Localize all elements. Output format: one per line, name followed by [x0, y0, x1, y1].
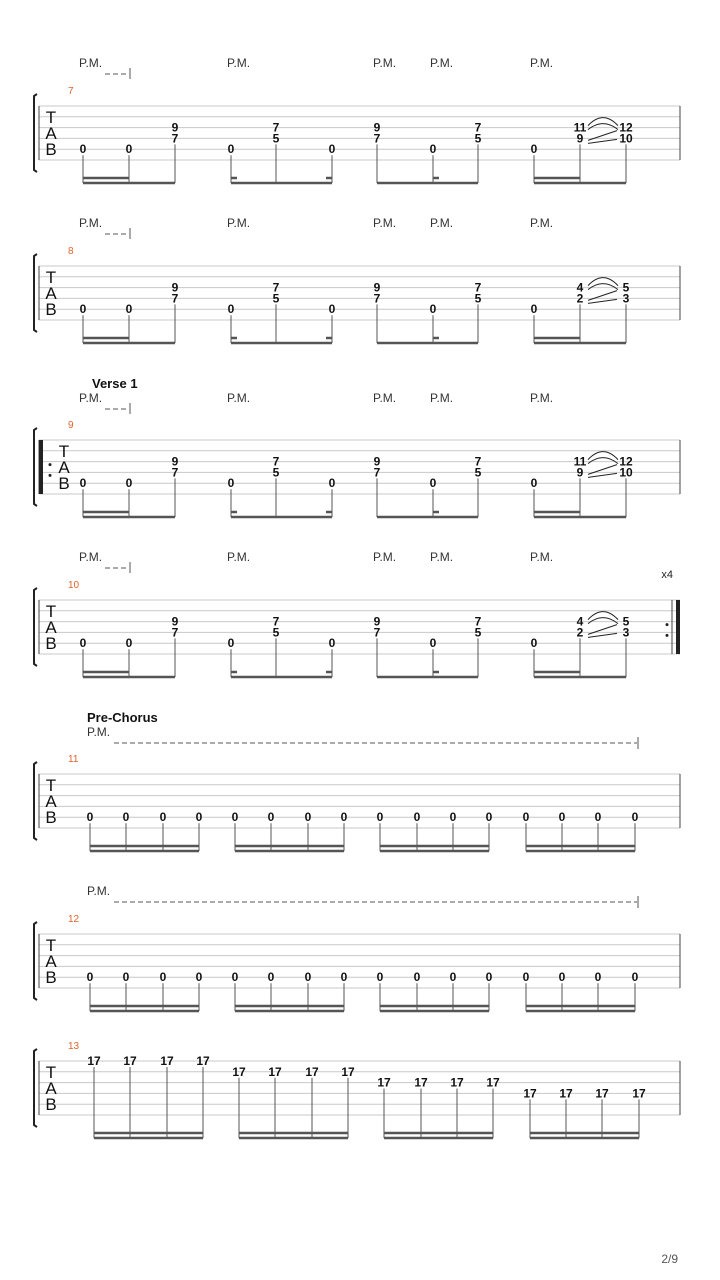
palm-mute-label: P.M. [530, 550, 554, 564]
fret-number: 5 [622, 280, 630, 295]
fret-number: 17 [305, 1064, 319, 1079]
tab-clef-letter: A [45, 284, 57, 303]
tab-clef-letter: A [45, 952, 57, 971]
repeat-start-bar [39, 440, 43, 494]
fret-number: 0 [558, 810, 566, 825]
palm-mute-label: P.M. [79, 550, 103, 564]
fret-number: 7 [272, 454, 280, 469]
fret-number: 5 [474, 465, 482, 480]
fret-number: 0 [122, 810, 130, 825]
fret-number: 0 [631, 810, 639, 825]
fret-number: 0 [376, 810, 384, 825]
fret-number: 0 [594, 970, 602, 985]
tab-clef-letter: B [45, 808, 57, 827]
palm-mute-label: P.M. [79, 391, 103, 405]
fret-number: 17 [196, 1054, 210, 1068]
fret-number: 9 [171, 120, 179, 135]
palm-mute-label: P.M. [430, 550, 454, 564]
system-bracket [34, 254, 37, 332]
fret-number: 0 [227, 142, 235, 157]
slide-line [588, 465, 617, 475]
fret-number: 17 [87, 1054, 101, 1068]
palm-mute-label: P.M. [227, 391, 251, 405]
fret-number: 10 [619, 131, 633, 146]
fret-number: 9 [576, 131, 584, 146]
fret-number: 12 [619, 454, 633, 469]
fret-number: 0 [227, 302, 235, 317]
fret-number: 5 [272, 625, 280, 640]
fret-number: 7 [171, 465, 179, 480]
tab-clef-letter: B [45, 140, 57, 159]
fret-number: 0 [558, 970, 566, 985]
fret-number: 0 [304, 970, 312, 985]
fret-number: 5 [622, 614, 630, 629]
system-bracket [34, 922, 37, 1000]
fret-number: 9 [373, 614, 381, 629]
fret-number: 9 [373, 280, 381, 295]
fret-number: 0 [530, 302, 538, 317]
fret-number: 0 [125, 302, 133, 317]
measure-number: 11 [68, 754, 79, 765]
fret-number: 17 [559, 1086, 573, 1101]
fret-number: 7 [474, 614, 482, 629]
fret-number: 17 [414, 1075, 428, 1090]
fret-number: 0 [522, 810, 530, 825]
fret-number: 0 [328, 142, 336, 157]
palm-mute-label: P.M. [373, 550, 397, 564]
fret-number: 0 [429, 302, 437, 317]
fret-number: 9 [373, 120, 381, 135]
measure-number: 12 [68, 914, 80, 925]
fret-number: 7 [272, 614, 280, 629]
fret-number: 0 [449, 970, 457, 985]
section-title: Pre-Chorus [87, 710, 158, 725]
fret-number: 11 [573, 120, 587, 135]
fret-number: 9 [171, 454, 179, 469]
fret-number: 17 [268, 1064, 282, 1079]
fret-number: 3 [622, 625, 630, 640]
slide-line [588, 633, 617, 637]
measure-number: 13 [68, 1041, 80, 1052]
palm-mute-label: P.M. [530, 56, 554, 70]
tab-clef-letter: A [45, 792, 57, 811]
slide-line [588, 473, 617, 477]
palm-mute-label: P.M. [373, 216, 397, 230]
palm-mute-label: P.M. [79, 216, 103, 230]
palm-mute-label: P.M. [227, 216, 251, 230]
fret-number: 0 [413, 970, 421, 985]
palm-mute-label: P.M. [530, 391, 554, 405]
palm-mute-label: P.M. [79, 56, 103, 70]
fret-number: 0 [304, 810, 312, 825]
fret-number: 17 [160, 1054, 174, 1068]
system-bracket [34, 588, 37, 666]
fret-number: 0 [125, 476, 133, 491]
fret-number: 0 [159, 810, 167, 825]
tab-clef-letter: T [58, 442, 70, 461]
palm-mute-label: P.M. [87, 884, 111, 898]
fret-number: 7 [373, 131, 381, 146]
slide-line [588, 625, 617, 635]
tab-clef-letter: A [45, 618, 57, 637]
hammer-on-arc [588, 458, 618, 464]
palm-mute-label: P.M. [227, 550, 251, 564]
fret-number: 0 [328, 476, 336, 491]
repeat-dot [49, 463, 52, 466]
fret-number: 5 [474, 625, 482, 640]
measure-number: 8 [68, 246, 74, 257]
tab-clef-letter: A [45, 124, 57, 143]
tab-clef-letter: T [45, 602, 57, 621]
fret-number: 2 [576, 625, 584, 640]
fret-number: 0 [195, 970, 203, 985]
fret-number: 0 [328, 302, 336, 317]
fret-number: 9 [171, 280, 179, 295]
fret-number: 9 [373, 454, 381, 469]
tab-clef-letter: A [58, 458, 70, 477]
measure-number: 10 [68, 580, 80, 591]
fret-number: 7 [272, 280, 280, 295]
tab-clef-letter: T [45, 268, 57, 287]
fret-number: 5 [474, 131, 482, 146]
slide-line [588, 291, 617, 301]
palm-mute-label: P.M. [87, 725, 111, 739]
fret-number: 0 [340, 970, 348, 985]
slide-line [588, 299, 617, 303]
fret-number: 7 [171, 625, 179, 640]
hammer-on-arc [588, 284, 618, 290]
fret-number: 0 [195, 810, 203, 825]
hammer-on-arc [588, 124, 618, 130]
fret-number: 0 [530, 476, 538, 491]
tab-clef-letter: B [45, 968, 57, 987]
fret-number: 5 [272, 465, 280, 480]
fret-number: 0 [530, 636, 538, 651]
fret-number: 0 [340, 810, 348, 825]
fret-number: 2 [576, 291, 584, 306]
fret-number: 5 [272, 291, 280, 306]
fret-number: 0 [86, 970, 94, 985]
hammer-on-arc [588, 118, 618, 126]
fret-number: 17 [486, 1075, 500, 1090]
tab-clef-letter: B [45, 634, 57, 653]
fret-number: 0 [227, 636, 235, 651]
palm-mute-label: P.M. [430, 391, 454, 405]
hammer-on-arc [588, 452, 618, 460]
fret-number: 0 [79, 302, 87, 317]
tab-clef-letter: B [58, 474, 70, 493]
fret-number: 4 [576, 614, 584, 629]
fret-number: 10 [619, 465, 633, 480]
fret-number: 0 [86, 810, 94, 825]
tab-clef-letter: T [45, 108, 57, 127]
fret-number: 11 [573, 454, 587, 469]
fret-number: 9 [171, 614, 179, 629]
fret-number: 0 [413, 810, 421, 825]
hammer-on-arc [588, 278, 618, 286]
fret-number: 17 [232, 1064, 246, 1079]
fret-number: 0 [530, 142, 538, 157]
measure-number: 9 [68, 420, 74, 431]
system-bracket [34, 1049, 37, 1127]
tab-clef-letter: T [45, 1063, 57, 1082]
slide-line [588, 139, 617, 143]
fret-number: 0 [267, 810, 275, 825]
fret-number: 17 [377, 1075, 391, 1090]
fret-number: 0 [485, 810, 493, 825]
system-bracket [34, 428, 37, 506]
section-title: Verse 1 [92, 376, 138, 391]
tab-clef-letter: B [45, 1095, 57, 1114]
fret-number: 0 [267, 970, 275, 985]
fret-number: 0 [522, 970, 530, 985]
fret-number: 0 [79, 636, 87, 651]
measure-number: 7 [68, 86, 74, 97]
fret-number: 5 [272, 131, 280, 146]
fret-number: 7 [373, 465, 381, 480]
system-bracket [34, 762, 37, 840]
slide-line [588, 131, 617, 141]
fret-number: 17 [341, 1064, 355, 1079]
fret-number: 17 [595, 1086, 609, 1101]
fret-number: 0 [429, 636, 437, 651]
palm-mute-label: P.M. [373, 391, 397, 405]
tab-clef-letter: B [45, 300, 57, 319]
fret-number: 0 [231, 970, 239, 985]
fret-number: 17 [450, 1075, 464, 1090]
repeat-dot [49, 474, 52, 477]
hammer-on-arc [588, 618, 618, 624]
repeat-dot [666, 623, 669, 626]
repeat-dot [666, 634, 669, 637]
palm-mute-label: P.M. [430, 56, 454, 70]
fret-number: 7 [474, 120, 482, 135]
fret-number: 7 [373, 291, 381, 306]
palm-mute-label: P.M. [530, 216, 554, 230]
fret-number: 12 [619, 120, 633, 135]
fret-number: 0 [429, 476, 437, 491]
tab-clef-letter: T [45, 936, 57, 955]
repeat-count: x4 [661, 569, 673, 581]
fret-number: 0 [485, 970, 493, 985]
fret-number: 0 [231, 810, 239, 825]
fret-number: 7 [474, 280, 482, 295]
fret-number: 0 [449, 810, 457, 825]
fret-number: 7 [272, 120, 280, 135]
fret-number: 17 [123, 1054, 137, 1068]
fret-number: 0 [79, 142, 87, 157]
fret-number: 0 [125, 142, 133, 157]
fret-number: 7 [171, 291, 179, 306]
fret-number: 0 [122, 970, 130, 985]
tab-clef-letter: A [45, 1079, 57, 1098]
fret-number: 0 [328, 636, 336, 651]
fret-number: 17 [632, 1086, 646, 1101]
page-number: 2/9 [661, 1252, 678, 1266]
fret-number: 0 [594, 810, 602, 825]
fret-number: 0 [227, 476, 235, 491]
hammer-on-arc [588, 612, 618, 620]
fret-number: 7 [474, 454, 482, 469]
palm-mute-label: P.M. [227, 56, 251, 70]
fret-number: 3 [622, 291, 630, 306]
fret-number: 5 [474, 291, 482, 306]
fret-number: 0 [79, 476, 87, 491]
tab-clef-letter: T [45, 776, 57, 795]
system-bracket [34, 94, 37, 172]
fret-number: 7 [171, 131, 179, 146]
fret-number: 0 [429, 142, 437, 157]
fret-number: 17 [523, 1086, 537, 1101]
repeat-end-bar [676, 600, 680, 654]
palm-mute-label: P.M. [430, 216, 454, 230]
fret-number: 0 [631, 970, 639, 985]
fret-number: 4 [576, 280, 584, 295]
fret-number: 0 [125, 636, 133, 651]
fret-number: 9 [576, 465, 584, 480]
fret-number: 0 [376, 970, 384, 985]
fret-number: 0 [159, 970, 167, 985]
fret-number: 7 [373, 625, 381, 640]
palm-mute-label: P.M. [373, 56, 397, 70]
